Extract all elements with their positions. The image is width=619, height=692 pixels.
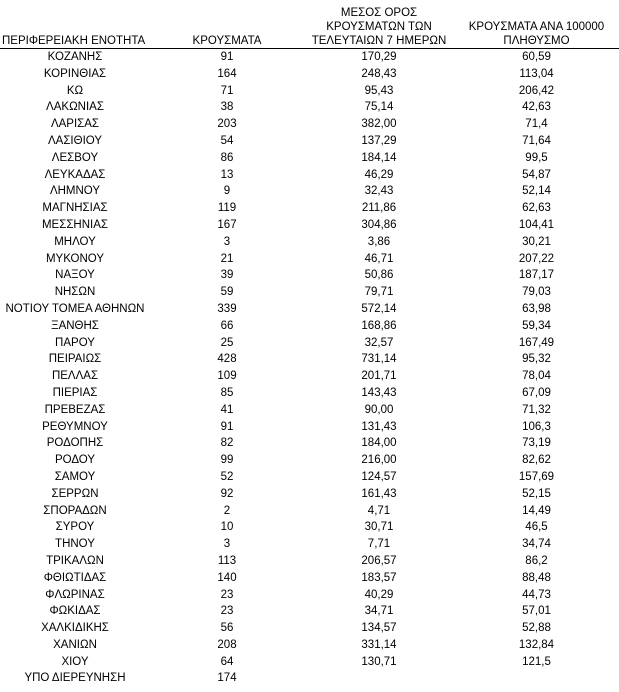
cell-7day-average: 7,71: [367, 538, 391, 551]
table-row: [0, 200, 619, 217]
cell-7day-average: 90,00: [364, 403, 394, 416]
cell-cases: 164: [217, 67, 237, 80]
cell-7day-average: 201,71: [361, 370, 397, 383]
cell-7day-average: 206,57: [361, 554, 397, 567]
cell-7day-average: 40,29: [364, 588, 394, 601]
cell-cases: 85: [220, 386, 234, 399]
cell-cases-per-100k: 78,04: [522, 370, 551, 383]
cell-region: ΦΩΚΙΔΑΣ: [49, 605, 101, 618]
cell-cases: 66: [220, 319, 234, 332]
cell-cases-per-100k: 71,64: [522, 134, 551, 147]
cell-cases: 56: [220, 622, 234, 635]
cell-7day-average: 382,00: [361, 118, 397, 131]
table-row: [0, 251, 619, 268]
cell-7day-average: 304,86: [361, 218, 397, 231]
cell-7day-average: 50,86: [364, 269, 394, 282]
table-row: [0, 570, 619, 587]
cell-7day-average: 46,29: [364, 168, 394, 181]
cell-cases: 109: [217, 370, 237, 383]
table-row: [0, 217, 619, 234]
cell-region: ΜΕΣΣΗΝΙΑΣ: [41, 218, 109, 231]
cell-cases-per-100k: 34,74: [522, 538, 551, 551]
cell-cases-per-100k: 71,32: [522, 403, 551, 416]
cell-cases: 203: [217, 118, 237, 131]
cell-region: ΧΑΝΙΩΝ: [53, 638, 97, 651]
header-cases-per-100k-line-1: ΚΡΟΥΣΜΑΤΑ ΑΝΑ 100000: [468, 21, 605, 33]
cell-7day-average: 137,29: [361, 134, 397, 147]
cell-region: ΛΑΣΙΘΙΟΥ: [47, 134, 103, 147]
table-row: [0, 301, 619, 318]
cell-cases: 10: [220, 521, 234, 534]
cell-cases-per-100k: 57,01: [522, 605, 551, 618]
table-body: [0, 49, 619, 688]
table-row: [0, 435, 619, 452]
cell-7day-average: 75,14: [364, 101, 394, 114]
cell-region: ΦΘΙΩΤΙΔΑΣ: [43, 571, 107, 584]
cell-7day-average: 124,57: [361, 470, 397, 483]
cell-region: ΛΑΚΩΝΙΑΣ: [46, 101, 104, 114]
cell-7day-average: 3,86: [367, 235, 391, 248]
cell-cases-per-100k: 95,32: [522, 353, 551, 366]
cell-cases-per-100k: 52,15: [522, 487, 551, 500]
cell-cases: 140: [217, 571, 237, 584]
cell-region: ΣΑΜΟΥ: [54, 470, 96, 483]
table-row: [0, 469, 619, 486]
cell-7day-average: 572,14: [361, 302, 397, 315]
cell-cases-per-100k: 14,49: [522, 504, 551, 517]
cell-region: ΜΑΓΝΗΣΙΑΣ: [42, 202, 108, 215]
table-row: [0, 335, 619, 352]
table-row: [0, 402, 619, 419]
cell-region: ΦΛΩΡΙΝΑΣ: [45, 588, 105, 601]
cell-cases: 23: [220, 588, 234, 601]
cell-7day-average: 248,43: [361, 67, 397, 80]
header-row: [0, 0, 619, 49]
cell-7day-average: [304, 670, 454, 687]
cell-cases: 64: [220, 655, 234, 668]
cell-region: ΣΠΟΡΑΔΩΝ: [43, 504, 107, 517]
cell-cases-per-100k: 30,21: [522, 235, 551, 248]
cell-7day-average: 32,43: [364, 185, 394, 198]
cell-7day-average: 331,14: [361, 638, 397, 651]
table-row: [0, 603, 619, 620]
table-row: [0, 267, 619, 284]
cell-region: ΠΡΕΒΕΖΑΣ: [44, 403, 106, 416]
cell-region: ΡΕΘΥΜΝΟΥ: [42, 420, 108, 433]
cell-region: ΜΥΚΟΝΟΥ: [45, 252, 105, 265]
cell-7day-average: 130,71: [361, 655, 397, 668]
cell-cases-per-100k: 67,09: [522, 386, 551, 399]
cell-cases-per-100k: 44,73: [522, 588, 551, 601]
cell-7day-average: 161,43: [361, 487, 397, 500]
table-row: [0, 385, 619, 402]
cell-region: ΤΡΙΚΑΛΩΝ: [46, 554, 104, 567]
table-row: [0, 284, 619, 301]
cell-cases-per-100k: 121,5: [522, 655, 551, 668]
cell-region: ΤΗΝΟΥ: [55, 538, 95, 551]
cell-cases-per-100k: 52,88: [522, 622, 551, 635]
cell-cases: 167: [217, 218, 237, 231]
cell-region: ΝΟΤΙΟΥ ΤΟΜΕΑ ΑΘΗΝΩΝ: [5, 302, 145, 315]
cell-cases: 119: [217, 202, 237, 215]
table-row: [0, 133, 619, 150]
cell-region: ΛΑΡΙΣΑΣ: [50, 118, 100, 131]
cell-cases: 23: [220, 605, 234, 618]
cell-cases-per-100k: 52,14: [522, 185, 551, 198]
cell-cases: 71: [220, 84, 234, 97]
cell-region: ΚΟΡΙΝΘΙΑΣ: [43, 67, 107, 80]
table-row: [0, 503, 619, 520]
cell-region: ΣΥΡΟΥ: [55, 521, 95, 534]
table-row: [0, 183, 619, 200]
cell-cases: 25: [220, 336, 234, 349]
cell-7day-average: 143,43: [361, 386, 397, 399]
header-7day-average-line-2: ΚΡΟΥΣΜΑΤΩΝ ΤΩΝ: [326, 21, 432, 33]
cell-region: ΧΙΟΥ: [61, 655, 89, 668]
cell-cases-per-100k: 207,22: [518, 252, 555, 265]
cell-cases: 3: [223, 538, 231, 551]
cell-region: ΚΩ: [66, 84, 84, 97]
cell-cases: 2: [223, 504, 231, 517]
cell-cases: 208: [217, 638, 237, 651]
cell-region: ΞΑΝΘΗΣ: [51, 319, 99, 332]
cell-7day-average: 79,71: [364, 286, 394, 299]
cell-region: ΛΗΜΝΟΥ: [49, 185, 101, 198]
cell-7day-average: 32,57: [364, 336, 394, 349]
cell-cases-per-100k: 54,87: [522, 168, 551, 181]
table-row: [0, 620, 619, 637]
table-row: [0, 587, 619, 604]
cell-cases: 92: [220, 487, 234, 500]
table-row: [0, 368, 619, 385]
cell-region: ΠΕΙΡΑΙΩΣ: [48, 353, 102, 366]
cell-cases-per-100k: 86,2: [525, 554, 548, 567]
cell-cases-per-100k: 62,63: [522, 202, 551, 215]
cell-cases: 113: [217, 554, 237, 567]
table-row: [0, 553, 619, 570]
cell-cases: 91: [220, 420, 234, 433]
cell-7day-average: 731,14: [361, 353, 397, 366]
cell-7day-average: 170,29: [361, 51, 397, 63]
cell-region: ΥΠΟ ΔΙΕΡΕΥΝΗΣΗ: [24, 672, 126, 685]
cell-region: ΛΕΣΒΟΥ: [51, 151, 99, 164]
cell-cases: 339: [217, 302, 237, 315]
cell-cases-per-100k: 79,03: [522, 286, 551, 299]
cell-region: ΝΗΣΩΝ: [54, 286, 96, 299]
cell-7day-average: 4,71: [367, 504, 391, 517]
cell-cases-per-100k: 82,62: [522, 454, 551, 467]
cell-7day-average: 184,14: [361, 151, 397, 164]
table-row: [0, 670, 619, 687]
cell-7day-average: 34,71: [364, 605, 394, 618]
table-row: [0, 83, 619, 100]
cell-7day-average: 216,00: [361, 454, 397, 467]
cell-cases-per-100k: 59,34: [522, 319, 551, 332]
cell-cases: 52: [220, 470, 234, 483]
cell-7day-average: 30,71: [364, 521, 394, 534]
cell-7day-average: 131,43: [361, 420, 397, 433]
table-row: [0, 637, 619, 654]
cell-cases: 3: [223, 235, 231, 248]
cell-region: ΧΑΛΚΙΔΙΚΗΣ: [41, 622, 109, 635]
cell-7day-average: 183,57: [361, 571, 397, 584]
cell-cases-per-100k: 60,59: [522, 51, 551, 63]
cell-region: ΚΟΖΑΝΗΣ: [47, 51, 103, 63]
cell-cases-per-100k: 104,41: [518, 218, 555, 231]
cell-cases: 38: [220, 101, 234, 114]
header-cases-per-100k: [454, 0, 619, 49]
header-7day-average-line-3: ΤΕΛΕΥΤΑΙΩΝ 7 ΗΜΕΡΩΝ: [311, 35, 447, 47]
table-row: [0, 150, 619, 167]
table-row: [0, 351, 619, 368]
cell-cases: 41: [220, 403, 234, 416]
cell-cases-per-100k: 206,42: [518, 84, 555, 97]
cell-7day-average: 95,43: [364, 84, 394, 97]
cell-7day-average: 184,00: [361, 437, 397, 450]
cell-region: ΛΕΥΚΑΔΑΣ: [44, 168, 106, 181]
cell-cases-per-100k: 88,48: [522, 571, 551, 584]
cell-cases: 174: [217, 672, 237, 685]
cell-cases-per-100k: 46,5: [525, 521, 548, 534]
cell-cases: 428: [217, 353, 237, 366]
cell-cases: 59: [220, 286, 234, 299]
table-row: [0, 452, 619, 469]
cell-region: ΣΕΡΡΩΝ: [51, 487, 99, 500]
cell-cases: 91: [220, 51, 234, 63]
table-row: [0, 99, 619, 116]
cell-cases-per-100k: 42,63: [522, 101, 551, 114]
cell-cases-per-100k: 113,04: [519, 67, 554, 80]
cell-cases: 21: [220, 252, 234, 265]
table-row: [0, 234, 619, 251]
table-row: [0, 66, 619, 83]
cell-7day-average: 211,86: [361, 202, 397, 215]
cell-cases: 13: [220, 168, 234, 181]
cell-cases: 54: [220, 134, 234, 147]
cell-region: ΠΑΡΟΥ: [55, 336, 95, 349]
cell-cases-per-100k: [454, 670, 619, 687]
cell-cases-per-100k: 187,17: [518, 269, 555, 282]
cell-cases: 99: [220, 454, 234, 467]
table-row: [0, 419, 619, 436]
cell-region: ΝΑΞΟΥ: [55, 269, 95, 282]
table-row: [0, 167, 619, 184]
cell-region: ΠΙΕΡΙΑΣ: [52, 386, 98, 399]
cell-region: ΡΟΔΟΥ: [54, 454, 96, 467]
cell-region: ΜΗΛΟΥ: [54, 235, 96, 248]
header-cases: ΚΡΟΥΣΜΑΤΑ: [150, 0, 304, 49]
cell-cases: 86: [220, 151, 234, 164]
table-row: [0, 654, 619, 671]
table-header: [0, 0, 619, 49]
cell-cases: 9: [223, 185, 231, 198]
table-row: [0, 519, 619, 536]
cell-region: ΠΕΛΛΑΣ: [51, 370, 99, 383]
cell-cases-per-100k: 167,49: [518, 336, 555, 349]
cell-cases-per-100k: 99,5: [525, 151, 548, 164]
header-region: ΠΕΡΙΦΕΡΕΙΑΚΗ ΕΝΟΤΗΤΑ: [0, 0, 150, 49]
table-row: [0, 536, 619, 553]
cell-cases-per-100k: 106,3: [522, 420, 551, 433]
header-7day-average-line-1: ΜΕΣΟΣ ΟΡΟΣ: [340, 7, 418, 19]
cell-cases-per-100k: 71,4: [525, 118, 548, 131]
cell-cases: 82: [220, 437, 234, 450]
cell-cases: 39: [220, 269, 234, 282]
cell-cases-per-100k: 132,84: [518, 638, 555, 651]
cell-cases-per-100k: 157,69: [518, 470, 555, 483]
header-7day-average: [304, 0, 454, 49]
table-row: [0, 116, 619, 133]
cell-7day-average: 46,71: [364, 252, 394, 265]
header-cases-per-100k-line-2: ΠΛΗΘΥΣΜΟ: [503, 35, 570, 47]
table-row: [0, 486, 619, 503]
cell-cases-per-100k: 73,19: [522, 437, 551, 450]
cell-cases-per-100k: 63,98: [522, 302, 551, 315]
cell-7day-average: 134,57: [361, 622, 397, 635]
cell-7day-average: 168,86: [361, 319, 397, 332]
cell-region: ΡΟΔΟΠΗΣ: [46, 437, 104, 450]
table-row: [0, 318, 619, 335]
table-row: [0, 49, 619, 66]
